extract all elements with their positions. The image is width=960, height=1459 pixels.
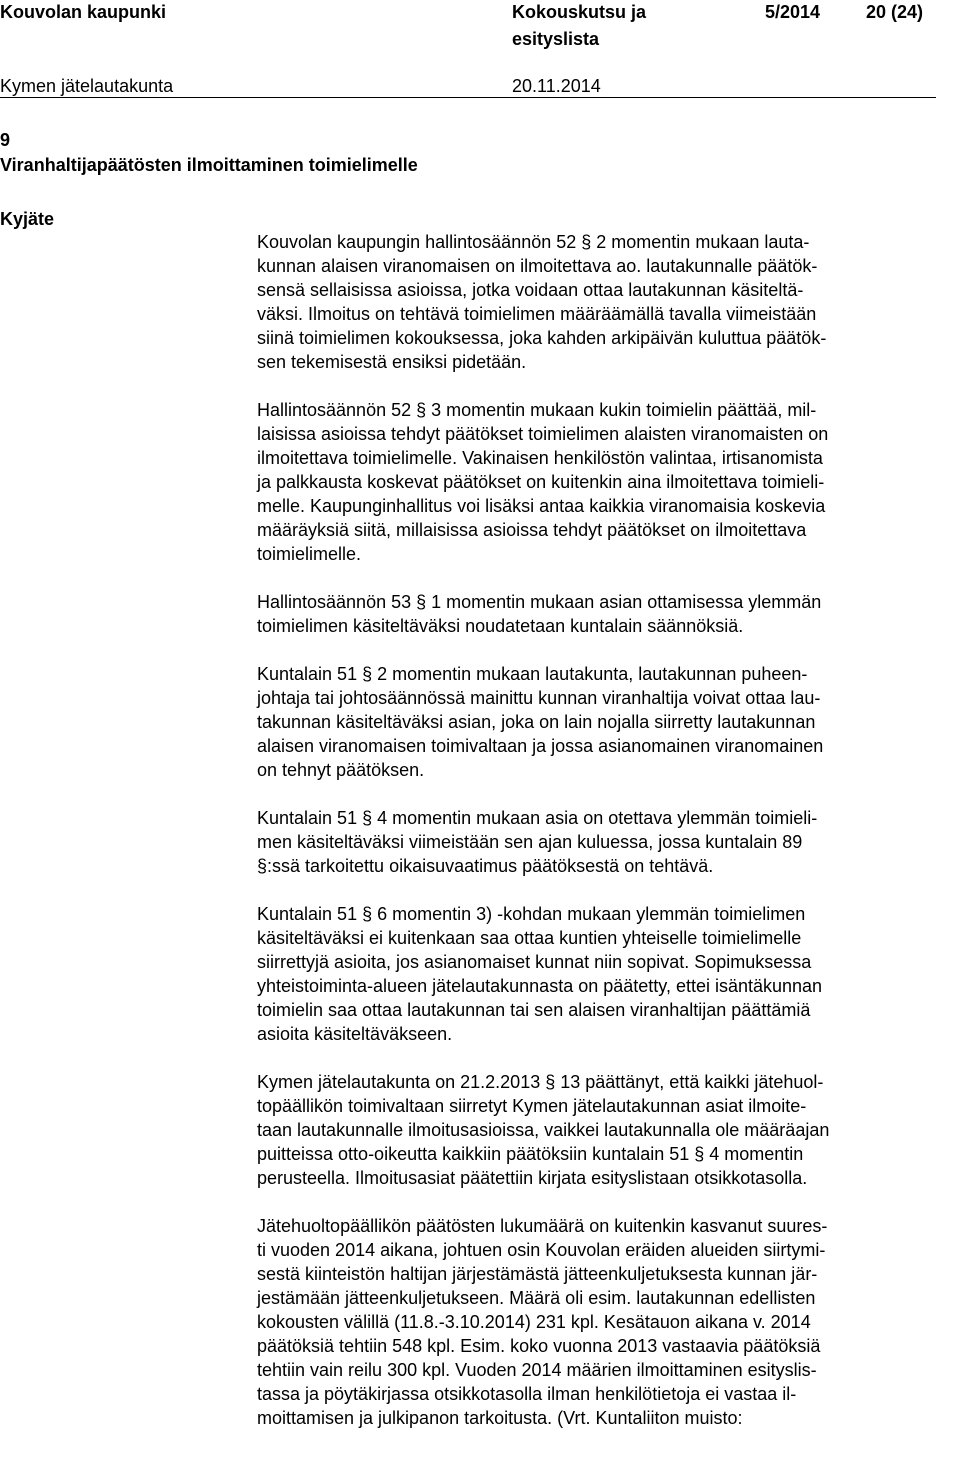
text-line: tassa ja pöytäkirjassa otsikkotasolla ilman henkilötietoja ei vastaa il- bbox=[257, 1384, 797, 1404]
text-line: kokousten välillä (11.8.-3.10.2014) 231 kpl. Kesätauon aikana v. 2014 bbox=[257, 1312, 811, 1332]
document-body bbox=[257, 230, 937, 1454]
text-line: Kuntalain 51 § 2 momentin mukaan lautakunta, lautakunnan puheen- bbox=[257, 664, 808, 684]
text-line: takunnan käsiteltäväksi asian, joka on lain nojalla siirretty lautakunnan bbox=[257, 712, 816, 732]
text-line: Kuntalain 51 § 4 momentin mukaan asia on otettava ylemmän toimieli- bbox=[257, 808, 818, 828]
issue-number: 5/2014 bbox=[765, 2, 821, 22]
text-line: ja palkkausta koskevat päätökset on kuitenkin aina ilmoitettava toimieli- bbox=[257, 472, 825, 492]
page-number: 20 (24) bbox=[866, 2, 924, 22]
municipality-name: Kouvolan kaupunki bbox=[0, 2, 167, 22]
text-line: §:ssä tarkoitettu oikaisuvaatimus päätöksestä on tehtävä. bbox=[257, 856, 714, 876]
text-line: puitteissa otto-oikeutta kaikkiin päätöksiin kuntalain 51 § 4 momentin bbox=[257, 1144, 804, 1164]
text-line: sen tekemisestä ensiksi pidetään. bbox=[257, 352, 527, 372]
text-line: melle. Kaupunginhallitus voi lisäksi antaa kaikkia viranomaisia koskevia bbox=[257, 496, 826, 516]
text-line: taan lautakunnalle ilmoitusasioissa, vaikkei lautakunnalla ole määräajan bbox=[257, 1120, 830, 1140]
text-line: on tehnyt päätöksen. bbox=[257, 760, 425, 780]
text-line: määräyksiä siitä, millaisissa asioissa tehdyt päätökset on ilmoitettava bbox=[257, 520, 807, 540]
text-line: johtaja tai johtosäännössä mainittu kunnan viranhaltija voivat ottaa lau- bbox=[257, 688, 821, 708]
text-line: Hallintosäännön 52 § 3 momentin mukaan kukin toimielin päättää, mil- bbox=[257, 400, 817, 420]
text-line: päätöksiä tehtiin 548 kpl. Esim. koko vuonna 2013 vastaavia päätöksiä bbox=[257, 1336, 821, 1356]
paragraph bbox=[257, 398, 937, 566]
header-divider bbox=[0, 97, 936, 98]
text-line: yhteistoiminta-alueen jätelautakunnasta on päätetty, ettei isäntäkunnan bbox=[257, 976, 823, 996]
text-line: kunnan alaisen viranomaisen on ilmoitettava ao. lautakunnalle päätök- bbox=[257, 256, 818, 276]
text-line: alaisen viranomaisen toimivaltaan ja jossa asianomainen viranomainen bbox=[257, 736, 824, 756]
paragraph bbox=[257, 1070, 937, 1190]
text-line: men käsiteltäväksi viimeistään sen ajan kuluessa, jossa kuntalain 89 bbox=[257, 832, 803, 852]
section-number: 9 bbox=[0, 130, 11, 150]
paragraph bbox=[257, 806, 937, 878]
paragraph bbox=[257, 230, 937, 374]
text-line: moittamisen ja julkipanon tarkoitusta. (Vrt. Kuntaliiton muisto: bbox=[257, 1408, 743, 1428]
text-line: Hallintosäännön 53 § 1 momentin mukaan asian ottamisessa ylemmän bbox=[257, 592, 822, 612]
paragraph bbox=[257, 1214, 937, 1430]
text-line: toimielin saa ottaa lautakunnan tai sen alaisen viranhaltijan päättämiä bbox=[257, 1000, 811, 1020]
document-type: Kokouskutsu ja bbox=[512, 2, 647, 22]
text-line: Kuntalain 51 § 6 momentin 3) -kohdan mukaan ylemmän toimielimen bbox=[257, 904, 806, 924]
text-line: ti vuoden 2014 aikana, johtuen osin Kouvolan eräiden alueiden siirtymi- bbox=[257, 1240, 826, 1260]
text-line: siinä toimielimen kokouksessa, joka kahden arkipäivän kuluttua päätök- bbox=[257, 328, 827, 348]
text-line: sensä sellaisissa asioissa, jotka voidaan ottaa lautakunnan käsiteltä- bbox=[257, 280, 804, 300]
paragraph bbox=[257, 662, 937, 782]
text-line: Kymen jätelautakunta on 21.2.2013 § 13 päättänyt, että kaikki jätehuol- bbox=[257, 1072, 824, 1092]
text-line: ilmoitettava toimielimelle. Vakinaisen henkilöstön valintaa, irtisanomista bbox=[257, 448, 823, 468]
text-line: toimielimen käsiteltäväksi noudatetaan kuntalain säännöksiä. bbox=[257, 616, 744, 636]
text-line: asioita käsiteltäväkseen. bbox=[257, 1024, 453, 1044]
paragraph bbox=[257, 902, 937, 1046]
paragraph bbox=[257, 590, 937, 638]
text-line: tehtiin vain reilu 300 kpl. Vuoden 2014 määrien ilmoittaminen esityslis- bbox=[257, 1360, 817, 1380]
document-type-continued: esityslista bbox=[512, 29, 600, 49]
text-line: väksi. Ilmoitus on tehtävä toimielimen määräämällä tavalla viimeistään bbox=[257, 304, 817, 324]
text-line: laisissa asioissa tehdyt päätökset toimielimen alaisten viranomaisten on bbox=[257, 424, 829, 444]
text-line: toimielimelle. bbox=[257, 544, 362, 564]
text-line: Jätehuoltopäällikön päätösten lukumäärä on kuitenkin kasvanut suures- bbox=[257, 1216, 828, 1236]
text-line: siirrettyjä asioita, jos asianomaiset kunnat niin sopivat. Sopimuksessa bbox=[257, 952, 812, 972]
text-line: Kouvolan kaupungin hallintosäännön 52 § 2 momentin mukaan lauta- bbox=[257, 232, 810, 252]
text-line: jestämään jätteenkuljetukseen. Määrä oli esim. lautakunnan edellisten bbox=[257, 1288, 816, 1308]
text-line: käsiteltäväksi ei kuitenkaan saa ottaa kuntien yhteiselle toimielimelle bbox=[257, 928, 802, 948]
text-line: topäällikön toimivaltaan siirretyt Kymen jätelautakunnan asiat ilmoite- bbox=[257, 1096, 807, 1116]
section-label: Kyjäte bbox=[0, 209, 55, 229]
section-title: Viranhaltijapäätösten ilmoittaminen toimielimelle bbox=[0, 155, 418, 175]
text-line: perusteella. Ilmoitusasiat päätettiin kirjata esityslistaan otsikkotasolla. bbox=[257, 1168, 808, 1188]
committee-name: Kymen jätelautakunta bbox=[0, 76, 174, 96]
meeting-date: 20.11.2014 bbox=[512, 76, 601, 96]
text-line: sestä kiinteistön haltijan järjestämästä jätteenkuljetuksesta kunnan jär- bbox=[257, 1264, 818, 1284]
